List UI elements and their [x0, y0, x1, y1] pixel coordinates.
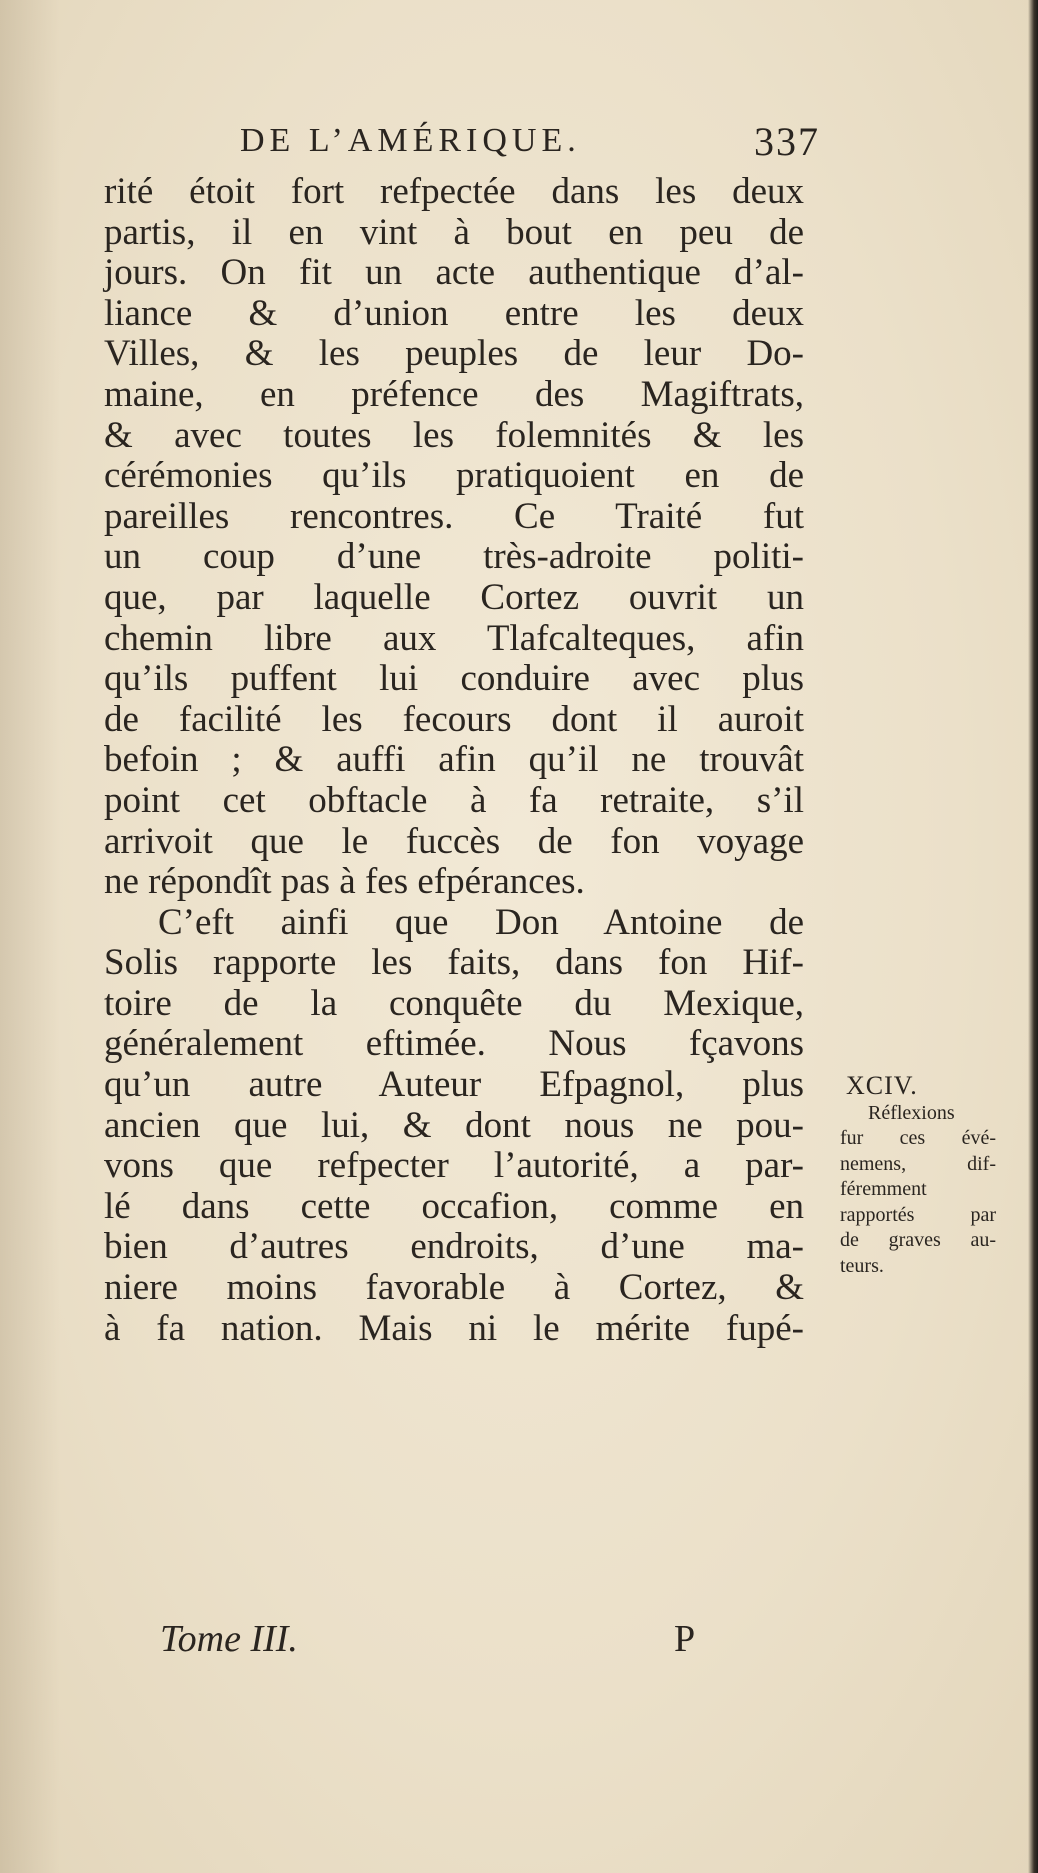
text-line: maine, en préfence des Magiftrats, — [104, 373, 804, 415]
margin-note-line: teurs. — [840, 1254, 884, 1277]
text-line: niere moins favorable à Cortez, & — [104, 1267, 804, 1309]
margin-note-line: féremment — [840, 1178, 927, 1200]
text-line: un coup d’une très-adroite politi- — [104, 536, 804, 578]
text-line: liance & d’union entre les deux — [104, 292, 804, 334]
text-line: & avec toutes les folemnités & les — [104, 414, 804, 456]
text-line: que, par laquelle Cortez ouvrit un — [104, 576, 804, 618]
spine-shadow — [0, 0, 60, 1873]
signature-mark: P — [674, 1618, 696, 1660]
text-line: Solis rapporte les faits, dans fon Hif- — [104, 942, 804, 984]
text-line: Villes, & les peuples de leur Do- — [104, 333, 804, 375]
margin-note-line: Réflexions — [868, 1101, 955, 1124]
text-line: de facilité les fecours dont il auroit — [104, 698, 804, 740]
page-edge — [1028, 0, 1038, 1873]
text-line: pareilles rencontres. Ce Traité fut — [104, 495, 804, 537]
text-line: vons que refpecter l’autorité, a par- — [104, 1145, 804, 1187]
margin-note-line: rapportés par — [840, 1203, 996, 1226]
text-line: partis, il en vint à bout en peu de — [104, 211, 804, 253]
margin-note-line: fur ces évé- — [840, 1127, 996, 1149]
text-line: qu’un autre Auteur Efpagnol, plus — [104, 1064, 804, 1106]
page-footer — [160, 1617, 720, 1667]
text-line: bien d’autres endroits, d’une ma- — [104, 1226, 804, 1268]
body-text — [104, 172, 804, 1349]
text-line: rité étoit fort refpectée dans les deux — [104, 171, 804, 212]
text-line: lé dans cette occafion, comme en — [104, 1185, 804, 1227]
paragraph-start-line: C’eft ainfi que Don Antoine de — [158, 901, 804, 943]
running-head: DE L’AMÉRIQUE. — [240, 122, 581, 159]
page-number: 337 — [754, 119, 820, 164]
page-header — [100, 118, 820, 168]
text-line: généralement eftimée. Nous fçavons — [104, 1023, 804, 1065]
margin-note-line: de graves au- — [840, 1229, 996, 1251]
text-line: à fa nation. Mais ni le mérite fupé- — [104, 1307, 804, 1349]
text-line: ancien que lui, & dont nous ne pou- — [104, 1104, 804, 1146]
text-line: befoin ; & auffi afin qu’il ne trouvât — [104, 739, 804, 781]
volume-label: Tome III. — [160, 1618, 298, 1660]
margin-note-line: nemens, dif- — [840, 1152, 996, 1175]
margin-note-number: XCIV. — [846, 1071, 918, 1100]
text-line: toire de la conquête du Mexique, — [104, 982, 804, 1024]
text-line: cérémonies qu’ils pratiquoient en de — [104, 455, 804, 497]
text-line: jours. On fit un acte authentique d’al- — [104, 252, 804, 294]
text-line: ne répondît pas à fes efpérances. — [104, 861, 585, 903]
text-line: chemin libre aux Tlafcalteques, afin — [104, 617, 804, 659]
text-line: qu’ils puffent lui conduire avec plus — [104, 658, 804, 700]
text-line: arrivoit que le fuccès de fon voyage — [104, 820, 804, 862]
margin-note — [840, 1073, 1010, 1279]
text-line: point cet obftacle à fa retraite, s’il — [104, 779, 804, 821]
